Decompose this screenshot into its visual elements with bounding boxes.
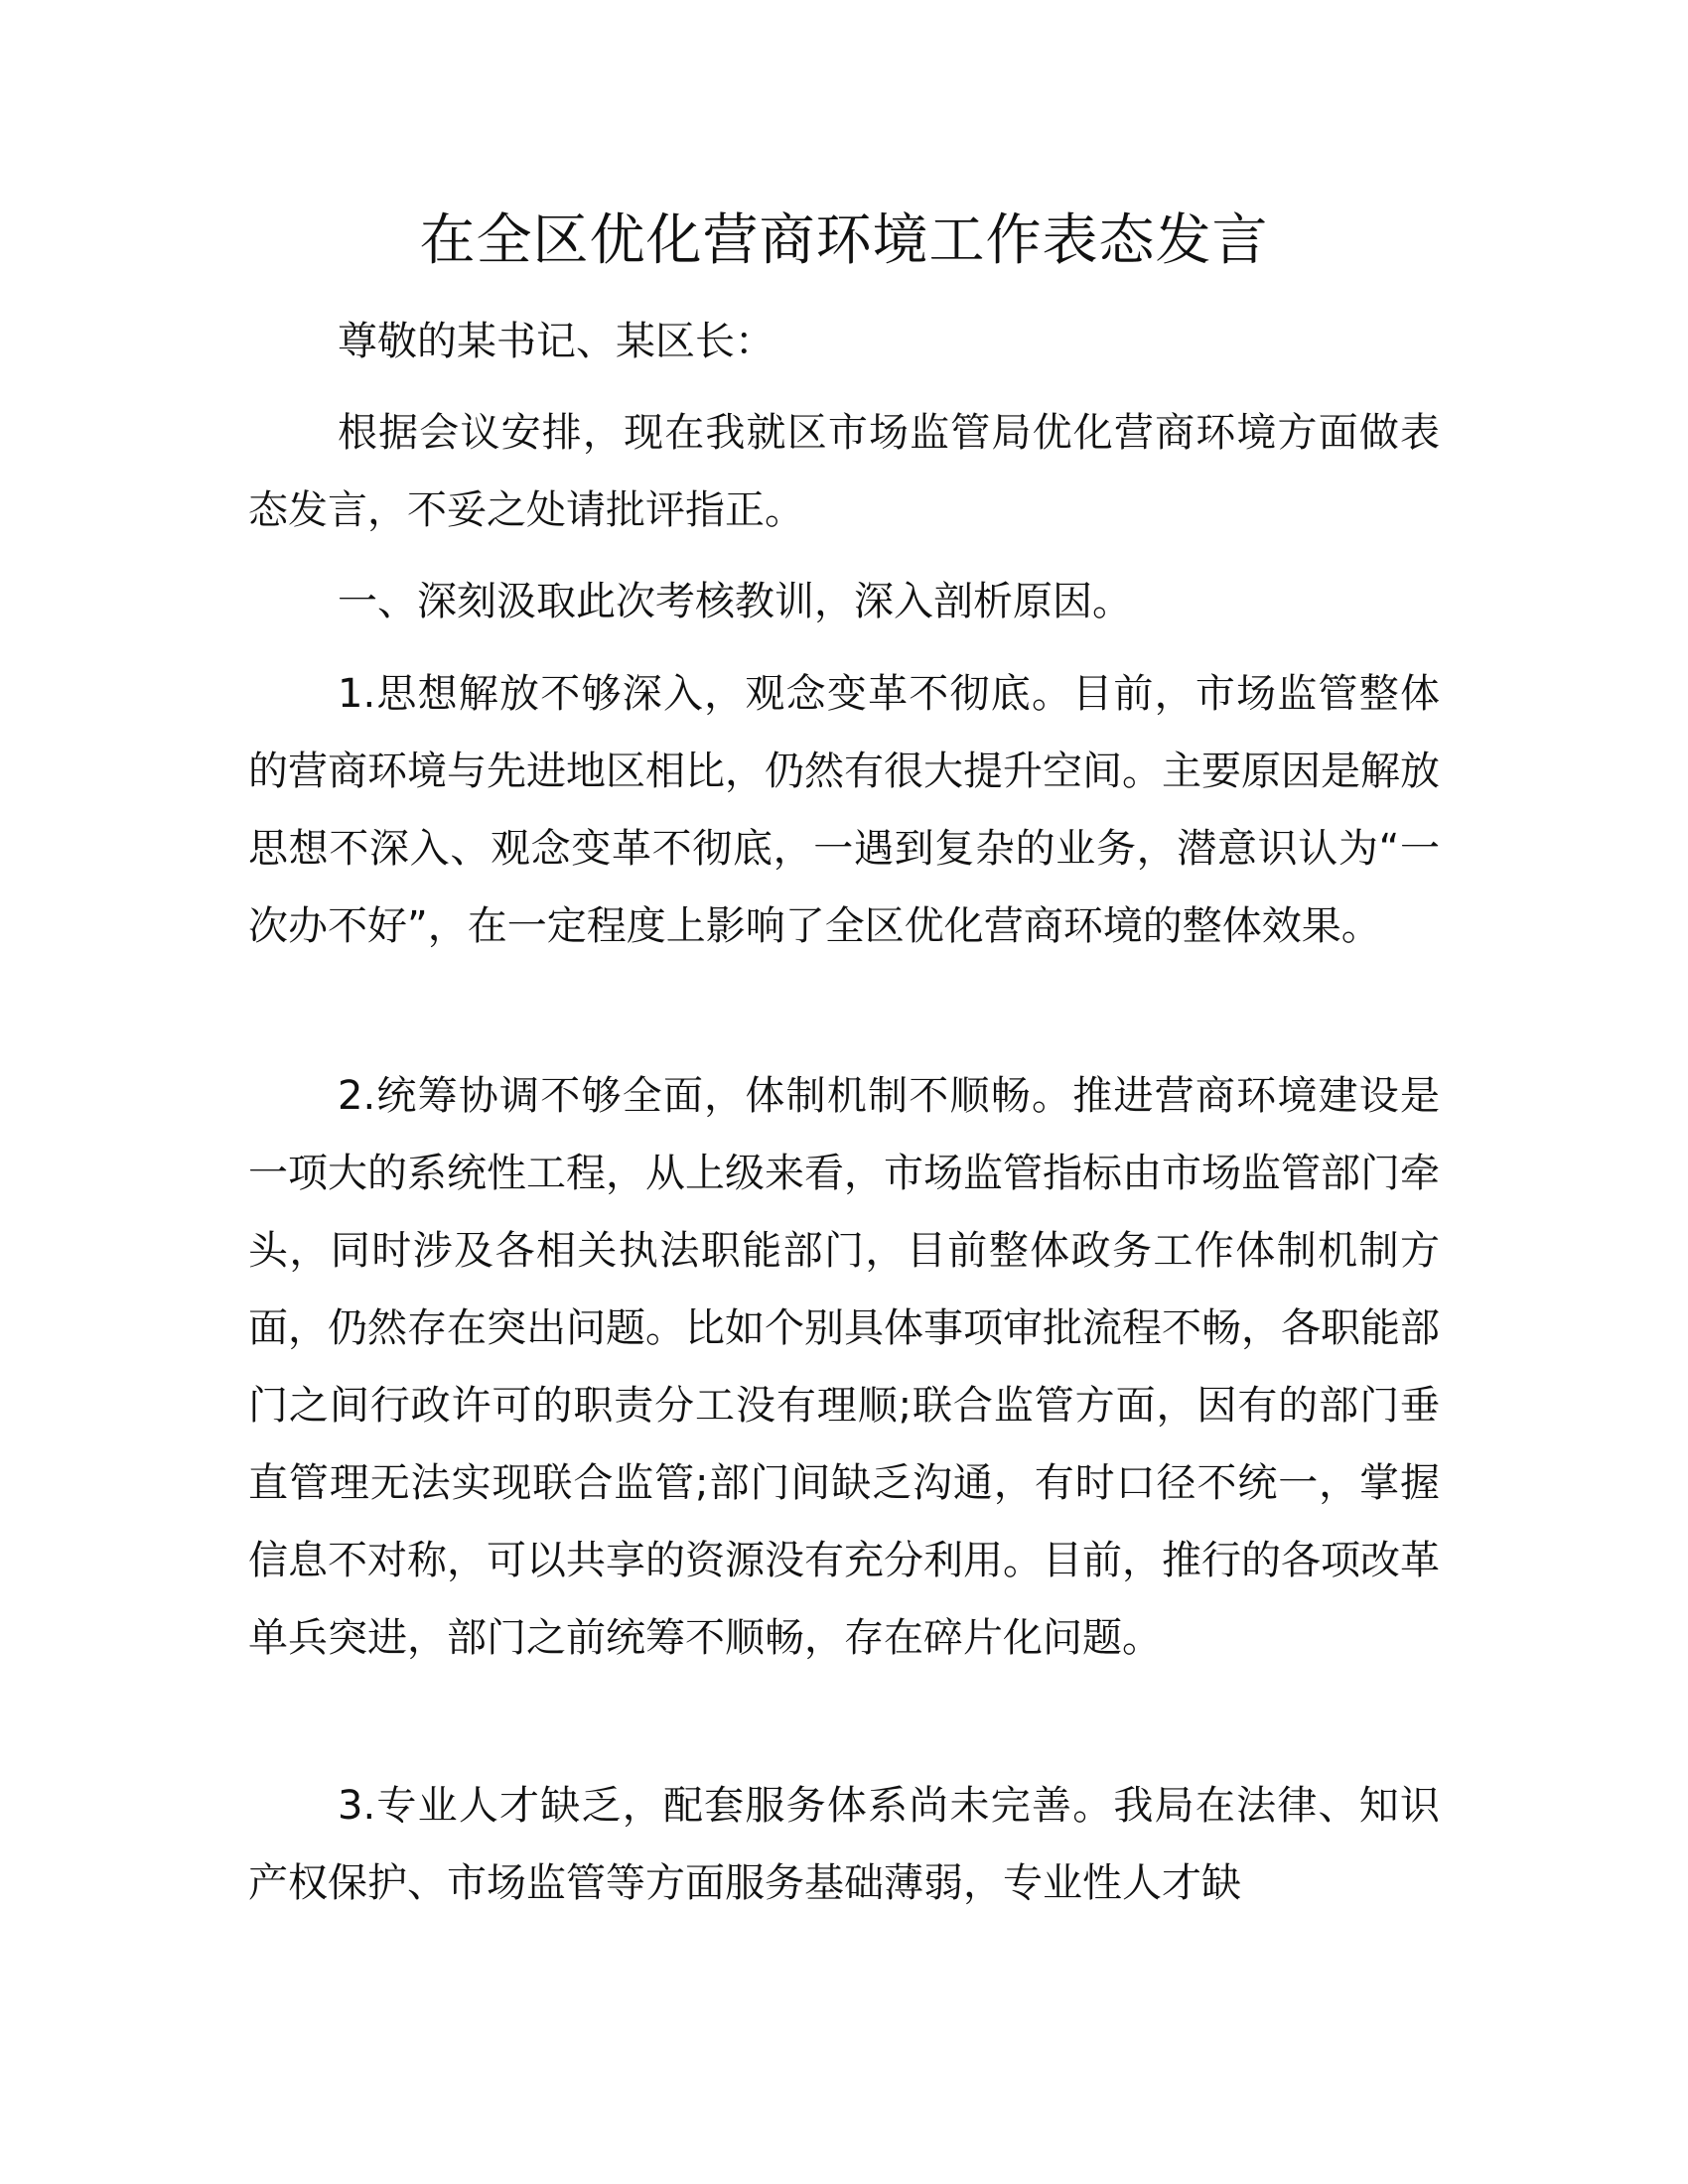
document-title: 在全区优化营商环境工作表态发言 [419,208,1269,273]
section-heading-1: 一、深刻汲取此次考核教训，深入剖析原因。 [338,579,1132,624]
item-paragraph-1: 1.思想解放不够深入，观念变革不彻底。目前，市场监管整体的营商环境与先进地区相比，仍然有很大提升空间。主要原因是解放思想不深入、观念变革不彻底，一遇到复杂的业务，潜意识认为“一次办不好”，在一定程度上影响了全区优化营商环境的整体效果。 [248,671,1440,949]
item-paragraph-3: 3.专业人才缺乏，配套服务体系尚未完善。我局在法律、知识产权保护、市场监管等方面服务基础薄弱，专业性人才缺 [248,1783,1440,1906]
item-paragraph-2: 2.统筹协调不够全面，体制机制不顺畅。推进营商环境建设是一项大的系统性工程，从上级来看，市场监管指标由市场监管部门牵头，同时涉及各相关执法职能部门，目前整体政务工作体制机制方面，仍然存在突出问题。比如个别具体事项审批流程不畅，各职能部门之间行政许可的职责分工没有理顺;联合监管方面，因有的部门垂直管理无法实现联合监管;部门间缺乏沟通，有时口径不统一，掌握信息不对称，可以共享的资源没有充分利用。目前，推行的各项改革单兵突进，部门之前统筹不顺畅，存在碎片化问题。 [248,1073,1440,1661]
intro-paragraph: 根据会议安排，现在我就区市场监管局优化营商环境方面做表态发言，不妥之处请批评指正。 [248,410,1440,533]
greeting-paragraph: 尊敬的某书记、某区长： [338,319,774,364]
